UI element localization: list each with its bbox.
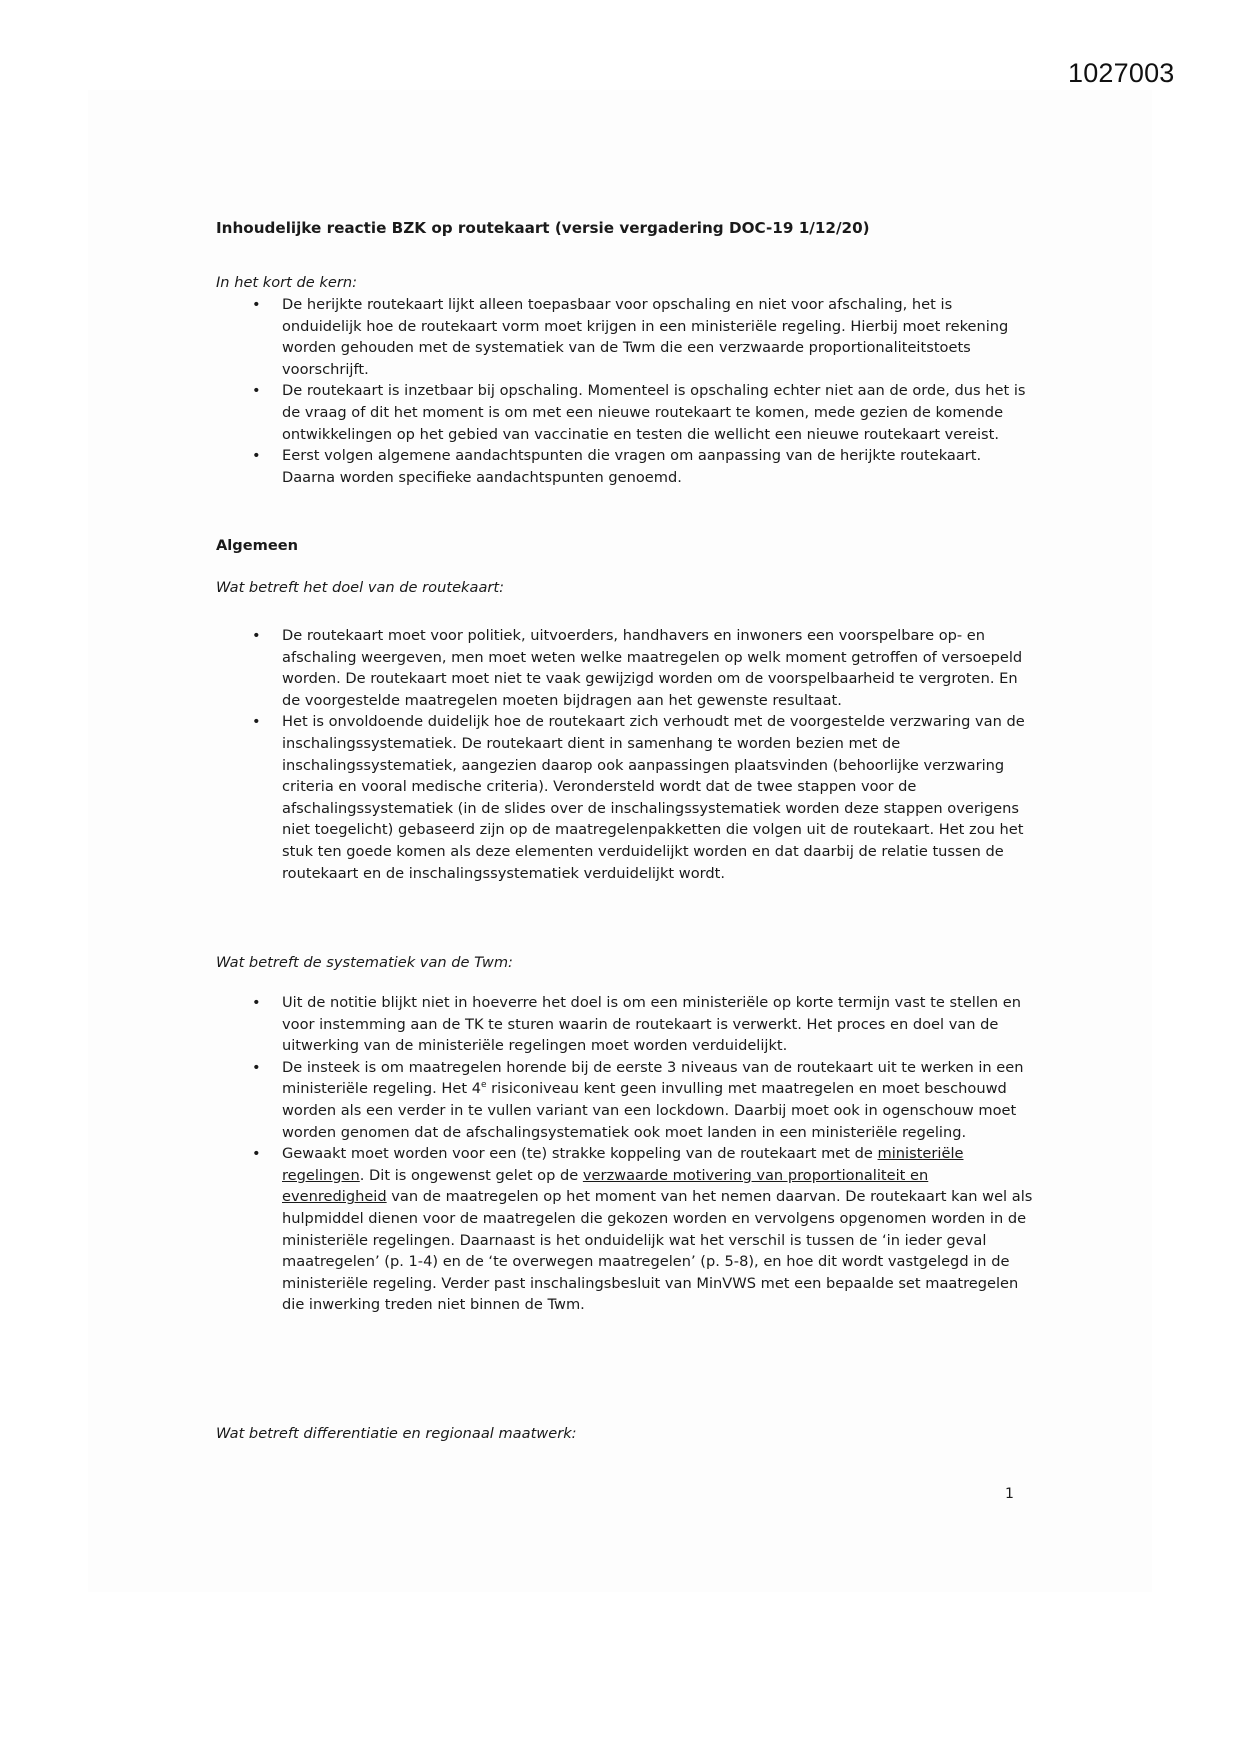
subheading-regional: Wat betreft differentiatie en regionaal maatwerk: bbox=[216, 1425, 577, 1442]
twm-list bbox=[216, 992, 1036, 1316]
list-item-text: Het is onvoldoende duidelijk hoe de routekaart zich verhoudt met de voorgestelde verzwaring van de inschalingssystematiek. De routekaart dient in samenhang te worden bezien met de inschalingssystematiek, aangezien daarop ook aanpassingen plaatsvinden (behoorlijke verzwaring criteria en vooral medische criteria). Verondersteld wordt dat de twee stappen voor de afschalingssystematiek (in de slides over de inschalingssystematiek worden deze stappen overigens niet toegelicht) gebaseerd zijn op de maatregelenpakketten die volgen uit de routekaart. Het zou het stuk ten goede komen als deze elementen verduidelijkt worden en dat daarbij de relatie tussen de routekaart en de inschalingssystematiek verduidelijkt wordt. bbox=[282, 713, 1025, 882]
list-item-text: Uit de notitie blijkt niet in hoeverre het doel is om een ministeriële op korte termijn vast te stellen en voor instemming aan de TK te sturen waarin de routekaart is verwerkt. Het proces en doel van de uitwerking van de ministeriële regelingen moet worden verduidelijkt. bbox=[282, 994, 1022, 1055]
list-item bbox=[216, 992, 1036, 1057]
page-number: 1 bbox=[1005, 1486, 1014, 1502]
goal-list bbox=[216, 625, 1036, 884]
list-item bbox=[216, 625, 1036, 711]
list-item bbox=[216, 294, 1036, 380]
superscript: e bbox=[480, 1080, 487, 1091]
text-segment: van de maatregelen op het moment van het nemen daarvan. De routekaart kan wel als hulpmiddel dienen voor de maatregelen die gekozen worden en vervolgens opgenomen worden in de ministeriële regelingen. Daarnaast is het onduidelijk wat het verschil is tussen de ‘in ieder geval maatregelen’ (p. 1-4) en de ‘te overwegen maatregelen’ (p. 5-8), en hoe dit wordt vastgelegd in de ministeriële regeling. Verder past inschalingsbesluit van MinVWS met een bepaalde set maatregelen die inwerking treden niet binnen de Twm. bbox=[282, 1188, 1033, 1314]
list-item-text bbox=[282, 1145, 1032, 1313]
list-item bbox=[216, 445, 1036, 488]
bullet-icon: • bbox=[252, 296, 261, 313]
list-item bbox=[216, 711, 1036, 884]
summary-heading: In het kort de kern: bbox=[216, 274, 357, 291]
list-item-text: Eerst volgen algemene aandachtspunten die vragen om aanpassing van de herijkte routekaart. Daarna worden specifieke aandachtspunten genoemd. bbox=[282, 447, 982, 486]
document-id-stamp: 1027003 bbox=[1068, 58, 1175, 88]
list-item-text bbox=[282, 1059, 1024, 1141]
document-title: Inhoudelijke reactie BZK op routekaart (versie vergadering DOC-19 1/12/20) bbox=[216, 219, 870, 237]
text-segment: Gewaakt moet worden voor een (te) strakke koppeling van de routekaart met de bbox=[282, 1145, 878, 1163]
bullet-icon: • bbox=[252, 994, 261, 1011]
bullet-icon: • bbox=[252, 1058, 261, 1076]
list-item-text: De herijkte routekaart lijkt alleen toepasbaar voor opschaling en niet voor afschaling, het is onduidelijk hoe de routekaart vorm moet krijgen in een ministeriële regeling. Hierbij moet rekening worden gehouden met de systematiek van de Twm die een verzwaarde proportionaliteitstoets voorschrijft. bbox=[282, 296, 1009, 378]
list-item-text: De routekaart is inzetbaar bij opschaling. Momenteel is opschaling echter niet aan de orde, dus het is de vraag of dit het moment is om met een nieuwe routekaart te komen, mede gezien de komende ontwikkelingen op het gebied van vaccinatie en testen die wellicht een nieuwe routekaart vereist. bbox=[282, 382, 1026, 443]
underlined-phrase-ministeriele-regelingen: ministeriële regelingen bbox=[282, 1145, 964, 1184]
list-item-text: De routekaart moet voor politiek, uitvoerders, handhavers en inwoners een voorspelbare op- en afschaling weergeven, men moet weten welke maatregelen op welk moment getroffen of versoepeld worden. De routekaart moet niet te vaak gewijzigd worden om de voorspelbaarheid te vergroten. En de voorgestelde maatregelen moeten bijdragen aan het gewenste resultaat. bbox=[282, 627, 1023, 709]
section-heading-general: Algemeen bbox=[216, 537, 299, 554]
subheading-goal: Wat betreft het doel van de routekaart: bbox=[216, 579, 505, 596]
list-item bbox=[216, 380, 1036, 445]
list-item bbox=[216, 1143, 1036, 1316]
text-segment: risiconiveau kent geen invulling met maatregelen en moet beschouwd worden als een verder in te vullen variant van een lockdown. Daarbij moet ook in ogenschouw moet worden genomen dat de afschalingsystematiek ook moet landen in een ministeriële regeling. bbox=[282, 1080, 1017, 1141]
summary-list bbox=[216, 294, 1036, 488]
text-segment: . Dit is ongewenst gelet op de bbox=[359, 1166, 583, 1184]
bullet-icon: • bbox=[252, 627, 261, 644]
bullet-icon: • bbox=[252, 382, 261, 400]
bullet-icon: • bbox=[252, 447, 261, 465]
bullet-icon: • bbox=[252, 713, 261, 731]
text-segment: De insteek is om maatregelen horende bij de eerste 3 niveaus van de routekaart uit te werken in een ministeriële regeling. Het 4 bbox=[282, 1058, 1024, 1098]
bullet-icon: • bbox=[252, 1145, 261, 1163]
subheading-twm: Wat betreft de systematiek van de Twm: bbox=[216, 954, 513, 971]
underlined-phrase-verzwaarde-motivering: verzwaarde motivering van proportionaliteit en evenredigheid bbox=[282, 1166, 929, 1206]
list-item bbox=[216, 1057, 1036, 1143]
